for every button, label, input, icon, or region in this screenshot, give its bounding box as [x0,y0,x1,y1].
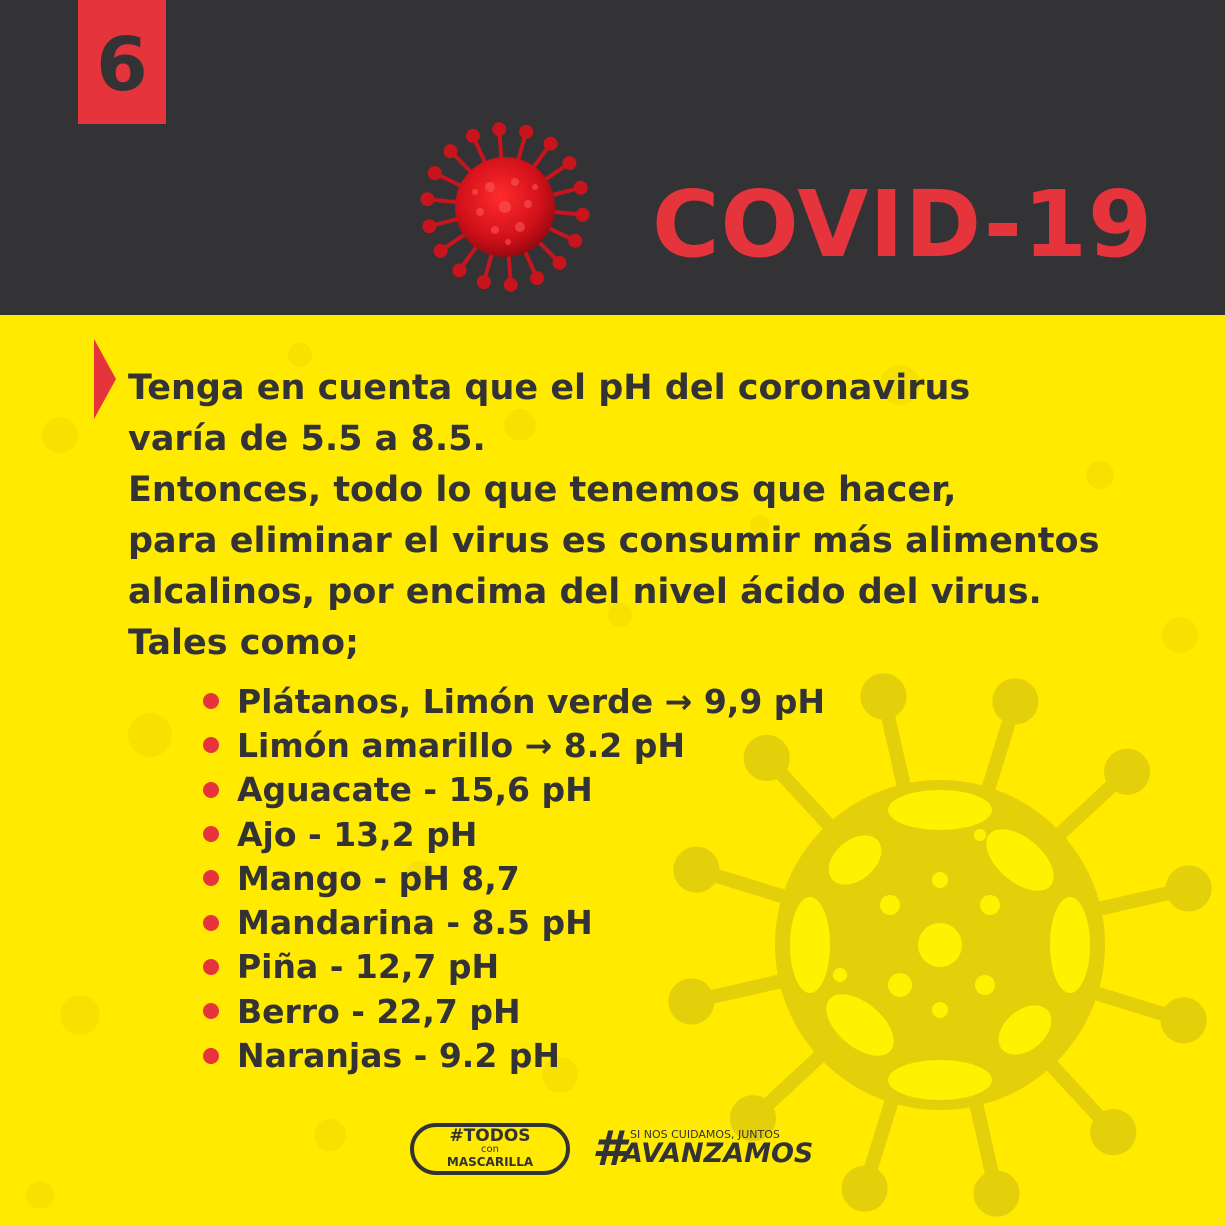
list-item-label: Naranjas - 9.2 pH [237,1036,561,1076]
intro-line: Tales como; [128,623,360,663]
list-item [200,768,825,812]
bullet-icon [203,826,219,842]
list-item-label: Berro - 22,7 pH [237,991,521,1031]
avanzamos-logo [592,1123,822,1183]
todos-line3: MASCARILLA [446,1155,534,1169]
list-item [200,812,825,856]
list-item-label: Limón amarillo → 8.2 pH [237,725,685,765]
header [0,0,1225,315]
bullet-icon [203,1003,219,1019]
bullet-icon [203,693,219,709]
list-item [200,989,825,1033]
bullet-icon [203,1048,219,1064]
intro-line: varía de 5.5 a 8.5. [128,419,486,459]
page-title: COVID-19 [652,171,1153,278]
list-item-label: Piña - 12,7 pH [237,947,500,987]
bullet-icon [203,782,219,798]
list-item-label: Mango - pH 8,7 [237,858,520,898]
food-list [200,679,825,1078]
intro-line: alcalinos, por encima del nivel ácido del virus. [128,572,1042,612]
list-item-label: Mandarina - 8.5 pH [237,903,593,943]
pointer-arrow-icon [94,339,116,419]
list-item [200,723,825,767]
content-area [0,315,1225,1225]
list-item-label: Plátanos, Limón verde → 9,9 pH [237,681,826,721]
intro-line: Entonces, todo lo que tenemos que hacer, [128,470,957,510]
list-item [200,945,825,989]
number-badge [78,0,166,124]
slogan-small: SI NOS CUIDAMOS, JUNTOS [630,1128,780,1141]
list-item-label: Ajo - 13,2 pH [237,814,478,854]
todos-line2: con [481,1144,499,1155]
todos-line1: #TODOS [449,1126,531,1146]
intro-text [128,363,1188,669]
list-item [200,900,825,944]
footer-logos [410,1123,830,1193]
red-virus-icon [420,122,590,292]
slogan-hash: # [592,1121,626,1177]
bullet-icon [203,737,219,753]
list-item [200,1033,825,1077]
list-item [200,679,825,723]
bullet-icon [203,870,219,886]
list-item [200,856,825,900]
intro-line: para eliminar el virus es consumir más alimentos [128,521,1100,561]
todos-con-mascarilla-logo [410,1123,570,1175]
list-item-label: Aguacate - 15,6 pH [237,770,593,810]
badge-number: 6 [96,22,148,108]
intro-line: Tenga en cuenta que el pH del coronavirus [128,368,971,408]
slogan-big: AVANZAMOS [622,1138,814,1169]
bullet-icon [203,959,219,975]
bullet-icon [203,915,219,931]
